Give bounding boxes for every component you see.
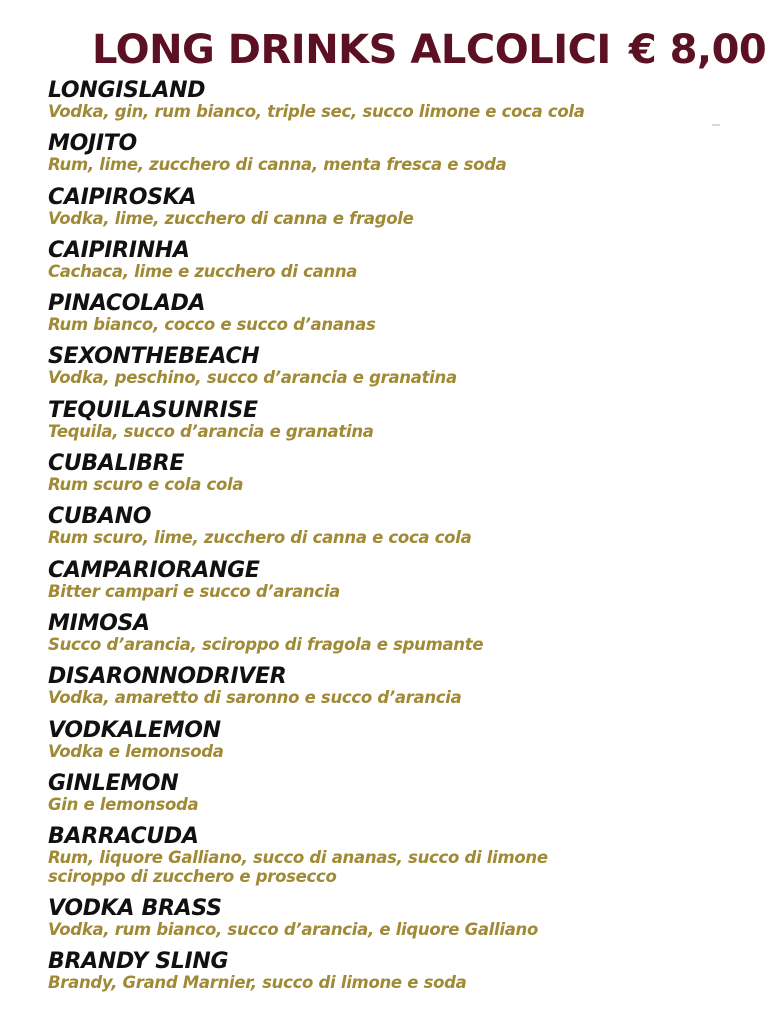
drink-description: Vodka, lime, zucchero di canna e fragole [48, 208, 414, 228]
drink-item [48, 238, 722, 291]
drink-item [48, 896, 722, 949]
drink-item [48, 558, 722, 611]
drink-description: Bitter campari e succo d’arancia [48, 581, 341, 601]
drink-name: TEQUILASUNRISE [48, 397, 258, 423]
drink-name: BRANDY SLING [48, 949, 229, 975]
drink-item [48, 771, 722, 824]
drink-name: CAIPIROSKA [48, 184, 197, 210]
drink-item [48, 451, 722, 504]
drink-name: CUBALIBRE [48, 451, 185, 477]
drink-description: Vodka, gin, rum bianco, triple sec, succo limone e coca cola [48, 102, 585, 121]
drink-description: Tequila, succo d’arancia e granatina [48, 421, 374, 441]
drink-item [48, 78, 722, 131]
drink-name: CAMPARIORANGE [48, 557, 260, 583]
drink-name: DISARONNODRIVER [48, 664, 287, 690]
drink-description: Brandy, Grand Marnier, succo di limone e soda [48, 973, 467, 993]
drink-description: Rum, liquore Galliano, succo di ananas, succo di limone sciroppo di zucchero e prosecco [48, 848, 548, 886]
drink-description: Cachaca, lime e zucchero di canna [48, 261, 358, 281]
menu-title-text: LONG DRINKS ALCOLICI [92, 27, 611, 73]
drink-name: MIMOSA [48, 610, 150, 636]
drink-description: Vodka, rum bianco, succo d’arancia, e liquore Galliano [48, 920, 539, 940]
drink-description: Rum bianco, cocco e succo d’ananas [48, 315, 376, 335]
drink-item [48, 611, 722, 664]
margin-mark [712, 124, 720, 126]
drink-item [48, 949, 722, 1002]
menu-title [92, 27, 766, 73]
drink-item [48, 664, 722, 717]
drink-item [48, 824, 722, 896]
drink-name: MOJITO [48, 131, 137, 157]
drink-item [48, 344, 722, 397]
drink-description: Succo d’arancia, sciroppo di fragola e spumante [48, 634, 484, 654]
drink-name: VODKALEMON [48, 717, 221, 743]
drink-description: Gin e lemonsoda [48, 794, 199, 814]
drink-name: LONGISLAND [48, 78, 206, 103]
drink-item [48, 291, 722, 344]
drink-item [48, 131, 722, 184]
drink-description: Vodka, peschino, succo d’arancia e granatina [48, 368, 457, 388]
drink-name: GINLEMON [48, 770, 179, 796]
drinks-list [48, 78, 722, 1003]
drink-item [48, 185, 722, 238]
drink-item [48, 718, 722, 771]
menu-price: € 8,00 [628, 27, 766, 73]
drink-name: VODKA BRASS [48, 896, 222, 922]
drink-description: Rum scuro e cola cola [48, 475, 244, 495]
drink-item [48, 398, 722, 451]
drink-description: Vodka, amaretto di saronno e succo d’arancia [48, 688, 462, 708]
drink-name: PINACOLADA [48, 291, 206, 317]
drink-name: SEXONTHEBEACH [48, 344, 260, 370]
drink-description: Rum scuro, lime, zucchero di canna e coca cola [48, 528, 472, 548]
drink-description: Rum, lime, zucchero di canna, menta fresca e soda [48, 155, 507, 175]
drink-name: CAIPIRINHA [48, 237, 190, 263]
drink-name: BARRACUDA [48, 824, 199, 850]
drink-item [48, 504, 722, 557]
drink-description: Vodka e lemonsoda [48, 741, 224, 761]
drink-name: CUBANO [48, 504, 152, 530]
